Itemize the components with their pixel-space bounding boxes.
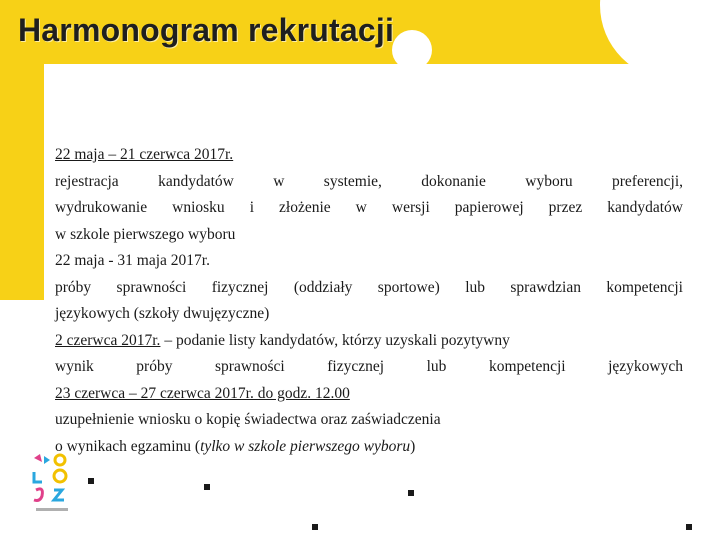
description-line: próby sprawności fizycznej (oddziały sportowe) lub sprawdzian kompetencji	[55, 278, 683, 296]
description-line: wynik próby sprawności fizycznej lub kompetencji językowych	[55, 358, 683, 375]
decorative-square	[408, 490, 414, 496]
page-title: Harmonogram rekrutacji	[18, 12, 395, 48]
logo-icon	[30, 452, 74, 516]
date-line-3	[55, 328, 683, 355]
date-range-4: 23 czerwca – 27 czerwca 2017r. do godz. 12.00	[55, 384, 350, 402]
decorative-square	[88, 478, 94, 484]
description-line-last	[55, 434, 683, 461]
description-part: )	[410, 437, 416, 455]
date-range-1: 22 maja – 21 czerwca 2017r.	[55, 146, 234, 163]
description-line: językowych (szkoły dwujęzyczne)	[55, 305, 270, 322]
description-line: uzupełnienie wniosku o kopię świadectwa oraz zaświadczenia	[55, 411, 441, 428]
description-line: rejestracja kandydatów w systemie, dokonanie wyboru preferencji,	[55, 172, 683, 190]
description-line: w szkole pierwszego wyboru	[55, 225, 236, 243]
decorative-square	[686, 524, 692, 530]
decorative-square	[312, 524, 318, 530]
date-3-description: – podanie listy kandydatów, którzy uzyskali pozytywny	[160, 331, 510, 349]
schedule-text	[55, 142, 683, 460]
description-line: wydrukowanie wniosku i złożenie w wersji papierowej przez kandydatów	[55, 199, 683, 216]
description-part: o wynikach egzaminu (	[55, 437, 201, 455]
date-range-2: 22 maja - 31 maja 2017r.	[55, 252, 210, 269]
italic-note: tylko w szkole pierwszego wyboru	[200, 437, 411, 455]
decorative-square	[204, 484, 210, 490]
date-3: 2 czerwca 2017r.	[55, 331, 161, 349]
